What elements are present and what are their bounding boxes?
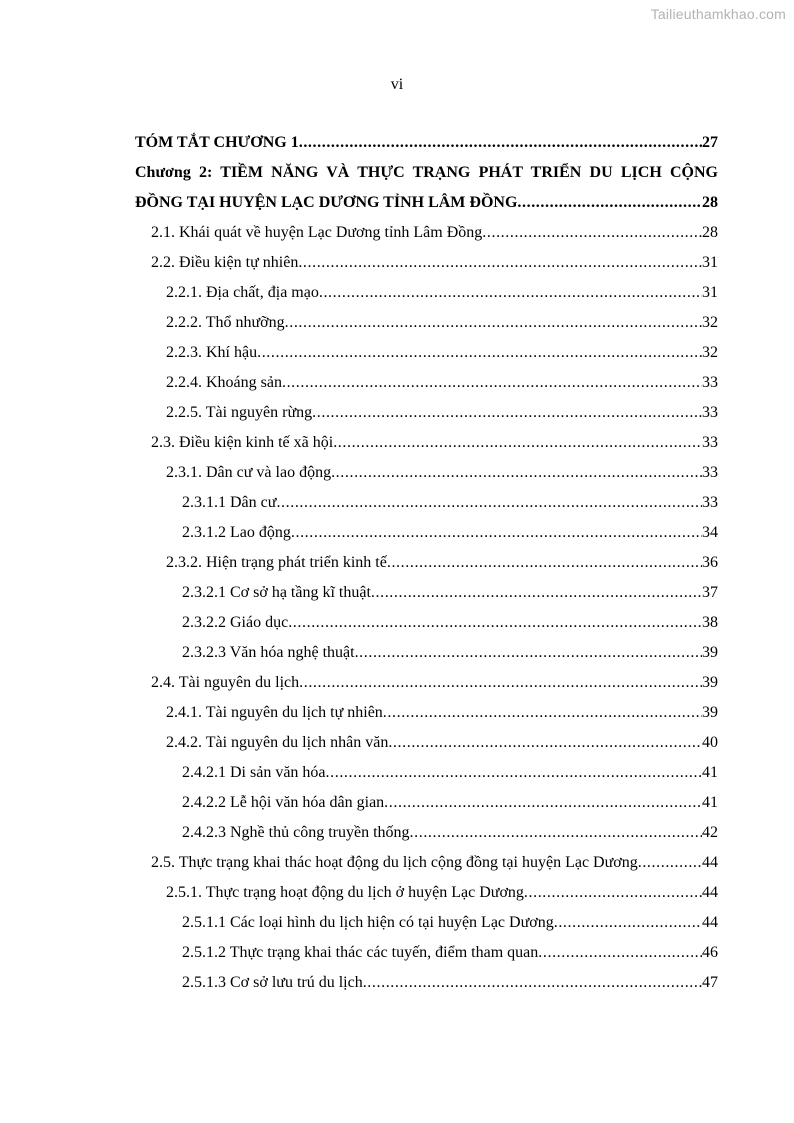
toc-leader-dots xyxy=(363,968,702,998)
toc-leader-dots xyxy=(410,818,702,848)
toc-entry-title: 2.3.1.1 Dân cư xyxy=(182,494,277,511)
toc-entry xyxy=(151,848,718,878)
toc-entry-title: 2.5.1. Thực trạng hoạt động du lịch ở huyện Lạc Dương xyxy=(166,884,524,901)
toc-row-chapter2-line1 xyxy=(0,158,794,188)
toc-entry-page: 44 xyxy=(702,884,718,901)
toc-entry-page: 44 xyxy=(702,914,718,931)
toc-entry xyxy=(182,578,718,608)
toc-leader-dots xyxy=(333,428,702,458)
toc-row xyxy=(0,608,794,638)
toc-entry-title: 2.5. Thực trạng khai thác hoạt động du lịch cộng đồng tại huyện Lạc Dương xyxy=(151,854,638,871)
toc-row xyxy=(0,338,794,368)
toc-row xyxy=(0,428,794,458)
toc-entry-title: 2.2.5. Tài nguyên rừng xyxy=(166,404,313,421)
toc-row xyxy=(0,698,794,728)
toc-entry-page: 39 xyxy=(702,644,718,661)
toc-entry-page: 41 xyxy=(702,764,718,781)
toc-entry-title: 2.3.1.2 Lao động xyxy=(182,524,291,541)
toc-row xyxy=(0,578,794,608)
toc-entry-title: 2.2.4. Khoáng sản xyxy=(166,374,282,391)
toc-entry-title: ĐỒNG TẠI HUYỆN LẠC DƯƠNG TỈNH LÂM ĐỒNG xyxy=(135,194,518,211)
toc-entry-title: 2.5.1.2 Thực trạng khai thác các tuyến, điểm tham quan xyxy=(182,944,539,961)
toc-entry-title: 2.4.2.2 Lễ hội văn hóa dân gian xyxy=(182,794,385,811)
toc-entry xyxy=(166,458,718,488)
toc-entry-page: 32 xyxy=(702,344,718,361)
toc-entry xyxy=(166,698,718,728)
toc-entry-title: 2.3.2.3 Văn hóa nghệ thuật xyxy=(182,644,355,661)
toc-entry-page: 33 xyxy=(702,434,718,451)
toc-entry xyxy=(182,488,718,518)
toc-leader-dots xyxy=(524,878,702,908)
toc-entry-page: 33 xyxy=(702,494,718,511)
toc-entry-page: 27 xyxy=(702,134,718,151)
toc-row xyxy=(0,308,794,338)
toc-row xyxy=(0,488,794,518)
toc-leader-dots xyxy=(371,578,702,608)
toc-entry-title: 2.4.2.3 Nghề thủ công truyền thống xyxy=(182,824,410,841)
toc-entry-title: 2.3.2.2 Giáo dục xyxy=(182,614,289,631)
toc-entry-title: 2.1. Khái quát về huyện Lạc Dương tỉnh Lâm Đồng xyxy=(151,224,483,241)
toc-entry xyxy=(151,428,718,458)
toc-row xyxy=(0,218,794,248)
toc-entry-page: 39 xyxy=(702,674,718,691)
toc-entry-page: 33 xyxy=(702,374,718,391)
toc-row xyxy=(0,758,794,788)
toc-leader-dots xyxy=(319,278,702,308)
toc-leader-dots xyxy=(331,458,702,488)
toc-entry xyxy=(166,728,718,758)
toc-entry-page: 41 xyxy=(702,794,718,811)
toc-leader-dots xyxy=(312,398,702,428)
toc-row xyxy=(0,518,794,548)
toc-entry-title: TÓM TẮT CHƯƠNG 1 xyxy=(135,134,299,151)
toc-leader-dots xyxy=(326,758,702,788)
chapter-2-heading: Chương 2: TIỀM NĂNG VÀ THỰC TRẠNG PHÁT TRIỂN DU LỊCH CỘNG xyxy=(135,164,718,181)
toc-leader-dots xyxy=(554,908,702,938)
toc-row xyxy=(0,248,794,278)
toc-entry xyxy=(182,968,718,998)
toc-entry xyxy=(182,638,718,668)
toc-entry-page: 47 xyxy=(702,974,718,991)
toc-leader-dots xyxy=(291,518,702,548)
toc-entry-title: 2.2.1. Địa chất, địa mạo xyxy=(166,284,319,301)
toc-entry xyxy=(166,398,718,428)
toc-leader-dots xyxy=(482,218,702,248)
toc-entry xyxy=(166,308,718,338)
toc-leader-dots xyxy=(285,308,702,338)
toc-entry-title: 2.3.1. Dân cư và lao động xyxy=(166,464,332,481)
toc-entry-title: 2.4.2.1 Di sản văn hóa xyxy=(182,764,326,781)
toc-entry xyxy=(182,818,718,848)
toc-entry-title: 2.2.3. Khí hậu xyxy=(166,344,258,361)
toc-entry-title: 2.4.1. Tài nguyên du lịch tự nhiên xyxy=(166,704,383,721)
toc-row xyxy=(0,848,794,878)
toc-entry-page: 42 xyxy=(702,824,718,841)
toc-entry xyxy=(182,938,718,968)
toc-leader-dots xyxy=(538,938,702,968)
toc-entry xyxy=(166,338,718,368)
toc-leader-dots xyxy=(384,788,702,818)
toc-entry-page: 38 xyxy=(702,614,718,631)
toc-leader-dots xyxy=(388,728,702,758)
toc-row xyxy=(0,668,794,698)
toc-row xyxy=(0,548,794,578)
toc-row xyxy=(0,968,794,998)
toc-entry-page: 32 xyxy=(702,314,718,331)
toc-row xyxy=(0,788,794,818)
toc-entry xyxy=(182,518,718,548)
toc-entry-title: 2.2.2. Thổ nhưỡng xyxy=(166,314,285,331)
toc-row xyxy=(0,278,794,308)
toc-entry xyxy=(166,548,718,578)
toc-leader-dots xyxy=(276,488,702,518)
toc-entry-page: 28 xyxy=(702,194,718,211)
toc-entry-page: 40 xyxy=(702,734,718,751)
toc-row xyxy=(0,908,794,938)
toc-leader-dots xyxy=(638,848,702,878)
toc-leader-dots xyxy=(288,608,702,638)
toc-entry-page: 39 xyxy=(702,704,718,721)
toc-entry-page: 31 xyxy=(702,284,718,301)
toc-row xyxy=(0,938,794,968)
toc-entry xyxy=(135,188,718,218)
toc-row xyxy=(0,398,794,428)
toc-entry xyxy=(182,608,718,638)
toc-entry-page: 31 xyxy=(702,254,718,271)
toc-entry-page: 34 xyxy=(702,524,718,541)
toc-entry-title: 2.4.2. Tài nguyên du lịch nhân văn xyxy=(166,734,389,751)
watermark-text: Tailieuthamkhao.com xyxy=(650,6,786,22)
toc-row xyxy=(0,728,794,758)
toc-entry xyxy=(166,368,718,398)
toc-entry xyxy=(182,758,718,788)
toc-entry xyxy=(182,908,718,938)
toc-row xyxy=(0,638,794,668)
toc-leader-dots xyxy=(299,128,702,158)
toc-entry-page: 33 xyxy=(702,464,718,481)
toc-leader-dots xyxy=(383,698,702,728)
toc-entry-title: 2.3.2. Hiện trạng phát triển kinh tế xyxy=(166,554,387,571)
toc-row-chapter2-line2 xyxy=(0,188,794,218)
toc-leader-dots xyxy=(299,668,702,698)
toc-leader-dots xyxy=(282,368,702,398)
toc-row xyxy=(0,878,794,908)
toc-entry xyxy=(135,128,718,158)
toc-leader-dots xyxy=(355,638,702,668)
toc-row-summary-ch1 xyxy=(0,128,794,158)
toc-entry xyxy=(151,218,718,248)
toc-entry-title: 2.3. Điều kiện kinh tế xã hội xyxy=(151,434,334,451)
toc-entry-page: 28 xyxy=(702,224,718,241)
toc-entry-page: 36 xyxy=(702,554,718,571)
page-number: vi xyxy=(390,76,404,93)
toc-entry-title: 2.5.1.3 Cơ sở lưu trú du lịch xyxy=(182,974,363,991)
toc-row xyxy=(0,818,794,848)
toc-entry-title: 2.4. Tài nguyên du lịch xyxy=(151,674,300,691)
toc-entry-page: 44 xyxy=(702,854,718,871)
table-of-contents xyxy=(0,128,794,998)
toc-entry xyxy=(151,248,718,278)
toc-entry-page: 33 xyxy=(702,404,718,421)
toc-entry-title: 2.2. Điều kiện tự nhiên xyxy=(151,254,299,271)
toc-leader-dots xyxy=(257,338,702,368)
toc-entry xyxy=(151,668,718,698)
toc-entry xyxy=(166,878,718,908)
toc-leader-dots xyxy=(298,248,702,278)
toc-row xyxy=(0,368,794,398)
toc-entry-title: 2.5.1.1 Các loại hình du lịch hiện có tại huyện Lạc Dương xyxy=(182,914,554,931)
toc-entry xyxy=(182,788,718,818)
toc-row xyxy=(0,458,794,488)
toc-leader-dots xyxy=(387,548,702,578)
toc-entry-page: 37 xyxy=(702,584,718,601)
toc-leader-dots xyxy=(517,188,702,218)
toc-entry-page: 46 xyxy=(702,944,718,961)
toc-entry xyxy=(166,278,718,308)
toc-entry-title: 2.3.2.1 Cơ sở hạ tầng kĩ thuật xyxy=(182,584,371,601)
